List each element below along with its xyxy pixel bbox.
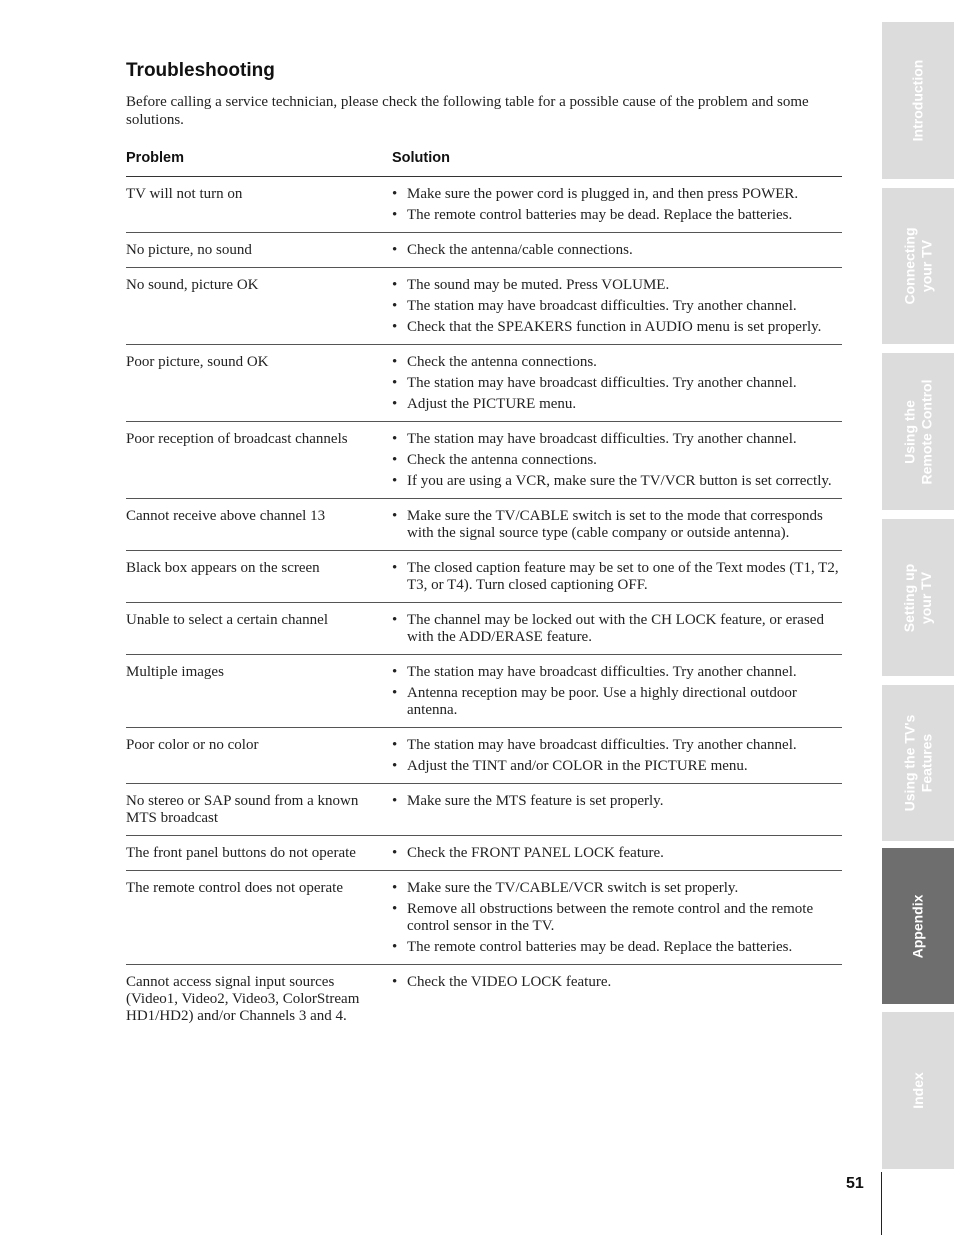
solution-list: [392, 277, 842, 336]
solution-list: [392, 880, 842, 956]
tab-introduction[interactable]: [882, 22, 954, 179]
solution-list: [392, 974, 842, 991]
bullet-icon: •: [392, 242, 398, 258]
problem-cell: Cannot receive above channel 13: [126, 508, 326, 524]
solution-cell: [392, 612, 842, 646]
table-row: [126, 345, 842, 422]
solution-item: [392, 375, 842, 392]
solution-cell: [392, 793, 842, 827]
solution-text: The remote control batteries may be dead. Replace the batteries.: [407, 939, 793, 955]
solution-text: Check the FRONT PANEL LOCK feature.: [407, 845, 664, 861]
problem-cell: Multiple images: [126, 664, 224, 680]
bullet-icon: •: [392, 277, 398, 293]
solution-cell: [392, 560, 842, 594]
page-title: Troubleshooting: [126, 60, 275, 81]
problem-cell: The front panel buttons do not operate: [126, 845, 356, 861]
problem-cell: Poor reception of broadcast channels: [126, 431, 348, 447]
tab-index[interactable]: [882, 1012, 954, 1169]
table-row: [126, 871, 842, 965]
solution-text: The station may have broadcast difficulties. Try another channel.: [407, 664, 797, 680]
solution-text: The station may have broadcast difficulties. Try another channel.: [407, 431, 797, 447]
tab-setting-up-your-tv[interactable]: [882, 519, 954, 676]
table-row: [126, 836, 842, 871]
solution-item: [392, 354, 842, 371]
solution-text: The closed caption feature may be set to one of the Text modes (T1, T2, T3, or T4). Turn closed captioning OFF.: [407, 560, 839, 593]
solution-cell: [392, 431, 842, 490]
solution-item: [392, 612, 842, 646]
table-row: [126, 422, 842, 499]
bullet-icon: •: [392, 685, 398, 701]
solution-cell: [392, 974, 842, 1025]
solution-item: [392, 845, 842, 862]
bullet-icon: •: [392, 758, 398, 774]
bullet-icon: •: [392, 793, 398, 809]
solution-text: Check that the SPEAKERS function in AUDIO menu is set properly.: [407, 319, 822, 335]
solution-text: The remote control batteries may be dead. Replace the batteries.: [407, 207, 793, 223]
table-row: [126, 177, 842, 233]
table-header: [126, 150, 842, 177]
solution-item: [392, 880, 842, 897]
problem-column-header: Problem: [126, 150, 185, 166]
solution-list: [392, 186, 842, 224]
bullet-icon: •: [392, 974, 398, 990]
problem-cell: Black box appears on the screen: [126, 560, 320, 576]
solution-column-header: Solution: [392, 150, 450, 166]
solution-text: Adjust the TINT and/or COLOR in the PICTURE menu.: [407, 758, 748, 774]
solution-cell: [392, 354, 842, 413]
problem-cell: Cannot access signal input sources (Video1, Video2, Video3, ColorStream HD1/HD2) and/or Channels 3 and 4.: [126, 974, 360, 1024]
intro-paragraph: Before calling a service technician, please check the following table for a possible cause of the problem and some solutions.: [126, 94, 809, 128]
problem-cell: The remote control does not operate: [126, 880, 344, 896]
solution-text: Make sure the TV/CABLE/VCR switch is set properly.: [407, 880, 739, 896]
bullet-icon: •: [392, 901, 398, 917]
bullet-icon: •: [392, 473, 398, 489]
solution-item: [392, 431, 842, 448]
solution-item: [392, 452, 842, 469]
solution-item: [392, 508, 842, 542]
solution-cell: [392, 664, 842, 719]
bullet-icon: •: [392, 354, 398, 370]
solution-cell: [392, 845, 842, 862]
solution-text: The sound may be muted. Press VOLUME.: [407, 277, 670, 293]
solution-item: [392, 685, 842, 719]
bullet-icon: •: [392, 431, 398, 447]
solution-cell: [392, 508, 842, 542]
solution-item: [392, 737, 842, 754]
solution-cell: [392, 277, 842, 336]
solution-text: If you are using a VCR, make sure the TV/VCR button is set correctly.: [407, 473, 832, 489]
problem-cell: No picture, no sound: [126, 242, 252, 258]
bullet-icon: •: [392, 186, 398, 202]
solution-item: [392, 758, 842, 775]
solution-text: Check the antenna connections.: [407, 452, 597, 468]
solution-text: Check the antenna/cable connections.: [407, 242, 633, 258]
bullet-icon: •: [392, 880, 398, 896]
solution-text: Remove all obstructions between the remote control and the remote control sensor in the TV.: [407, 901, 814, 934]
solution-item: [392, 319, 842, 336]
solution-text: The station may have broadcast difficulties. Try another channel.: [407, 298, 797, 314]
bullet-icon: •: [392, 939, 398, 955]
bullet-icon: •: [392, 396, 398, 412]
solution-text: The station may have broadcast difficulties. Try another channel.: [407, 737, 797, 753]
tab-using-the-tv-s-features[interactable]: [882, 685, 954, 841]
solution-item: [392, 242, 842, 259]
bullet-icon: •: [392, 508, 398, 524]
tab-label: Appendix: [909, 894, 926, 958]
table-row: [126, 268, 842, 345]
bullet-icon: •: [392, 664, 398, 680]
solution-item: [392, 473, 842, 490]
bullet-icon: •: [392, 298, 398, 314]
page-divider-line: [881, 1172, 882, 1235]
bullet-icon: •: [392, 375, 398, 391]
table-row: [126, 499, 842, 551]
problem-cell: No sound, picture OK: [126, 277, 259, 293]
solution-list: [392, 845, 842, 862]
solution-item: [392, 277, 842, 294]
solution-item: [392, 793, 842, 810]
bullet-icon: •: [392, 612, 398, 628]
solution-item: [392, 974, 842, 991]
bullet-icon: •: [392, 737, 398, 753]
page-number: 51: [846, 1175, 864, 1192]
table-row: [126, 551, 842, 603]
solution-text: Antenna reception may be poor. Use a highly directional outdoor antenna.: [407, 685, 797, 718]
solution-cell: [392, 242, 842, 259]
tab-label: Using the Remote Control: [901, 379, 934, 484]
solution-list: [392, 560, 842, 594]
solution-item: [392, 396, 842, 413]
problem-cell: Unable to select a certain channel: [126, 612, 328, 628]
table-body: [126, 177, 842, 1033]
problem-cell: Poor color or no color: [126, 737, 259, 753]
bullet-icon: •: [392, 207, 398, 223]
solution-text: The channel may be locked out with the CH LOCK feature, or erased with the ADD/ERASE feature.: [407, 612, 824, 645]
solution-list: [392, 242, 842, 259]
solution-list: [392, 793, 842, 810]
problem-cell: TV will not turn on: [126, 186, 243, 202]
troubleshooting-table: [126, 150, 842, 1033]
solution-list: [392, 508, 842, 542]
solution-text: The station may have broadcast difficulties. Try another channel.: [407, 375, 797, 391]
solution-item: [392, 939, 842, 956]
table-row: [126, 655, 842, 728]
solution-text: Make sure the MTS feature is set properly.: [407, 793, 664, 809]
tab-using-the-remote-control[interactable]: [882, 353, 954, 510]
bullet-icon: •: [392, 560, 398, 576]
bullet-icon: •: [392, 452, 398, 468]
tab-connecting-your-tv[interactable]: [882, 188, 954, 344]
solution-text: Adjust the PICTURE menu.: [407, 396, 577, 412]
solution-item: [392, 207, 842, 224]
tab-label: Connecting your TV: [901, 227, 934, 305]
tab-label: Setting up your TV: [901, 563, 934, 632]
solution-item: [392, 664, 842, 681]
tab-label: Using the TV's Features: [901, 714, 934, 812]
table-row: [126, 784, 842, 836]
solution-list: [392, 431, 842, 490]
problem-cell: Poor picture, sound OK: [126, 354, 269, 370]
solution-text: Check the antenna connections.: [407, 354, 597, 370]
solution-list: [392, 612, 842, 646]
solution-list: [392, 737, 842, 775]
solution-cell: [392, 186, 842, 224]
table-row: [126, 728, 842, 784]
table-row: [126, 233, 842, 268]
solution-item: [392, 560, 842, 594]
problem-cell: No stereo or SAP sound from a known MTS broadcast: [126, 793, 359, 826]
table-row: [126, 965, 842, 1033]
tab-label: Index: [909, 1072, 926, 1109]
solution-item: [392, 186, 842, 203]
bullet-icon: •: [392, 319, 398, 335]
solution-text: Make sure the TV/CABLE switch is set to the mode that corresponds with the signal source type (cable company or outside antenna).: [407, 508, 823, 541]
solution-item: [392, 901, 842, 935]
solution-list: [392, 664, 842, 719]
solution-item: [392, 298, 842, 315]
tab-label: Introduction: [909, 59, 926, 142]
table-row: [126, 603, 842, 655]
solution-text: Make sure the power cord is plugged in, and then press POWER.: [407, 186, 799, 202]
solution-cell: [392, 880, 842, 956]
solution-cell: [392, 737, 842, 775]
bullet-icon: •: [392, 845, 398, 861]
solution-text: Check the VIDEO LOCK feature.: [407, 974, 612, 990]
solution-list: [392, 354, 842, 413]
tab-appendix[interactable]: [882, 848, 954, 1004]
